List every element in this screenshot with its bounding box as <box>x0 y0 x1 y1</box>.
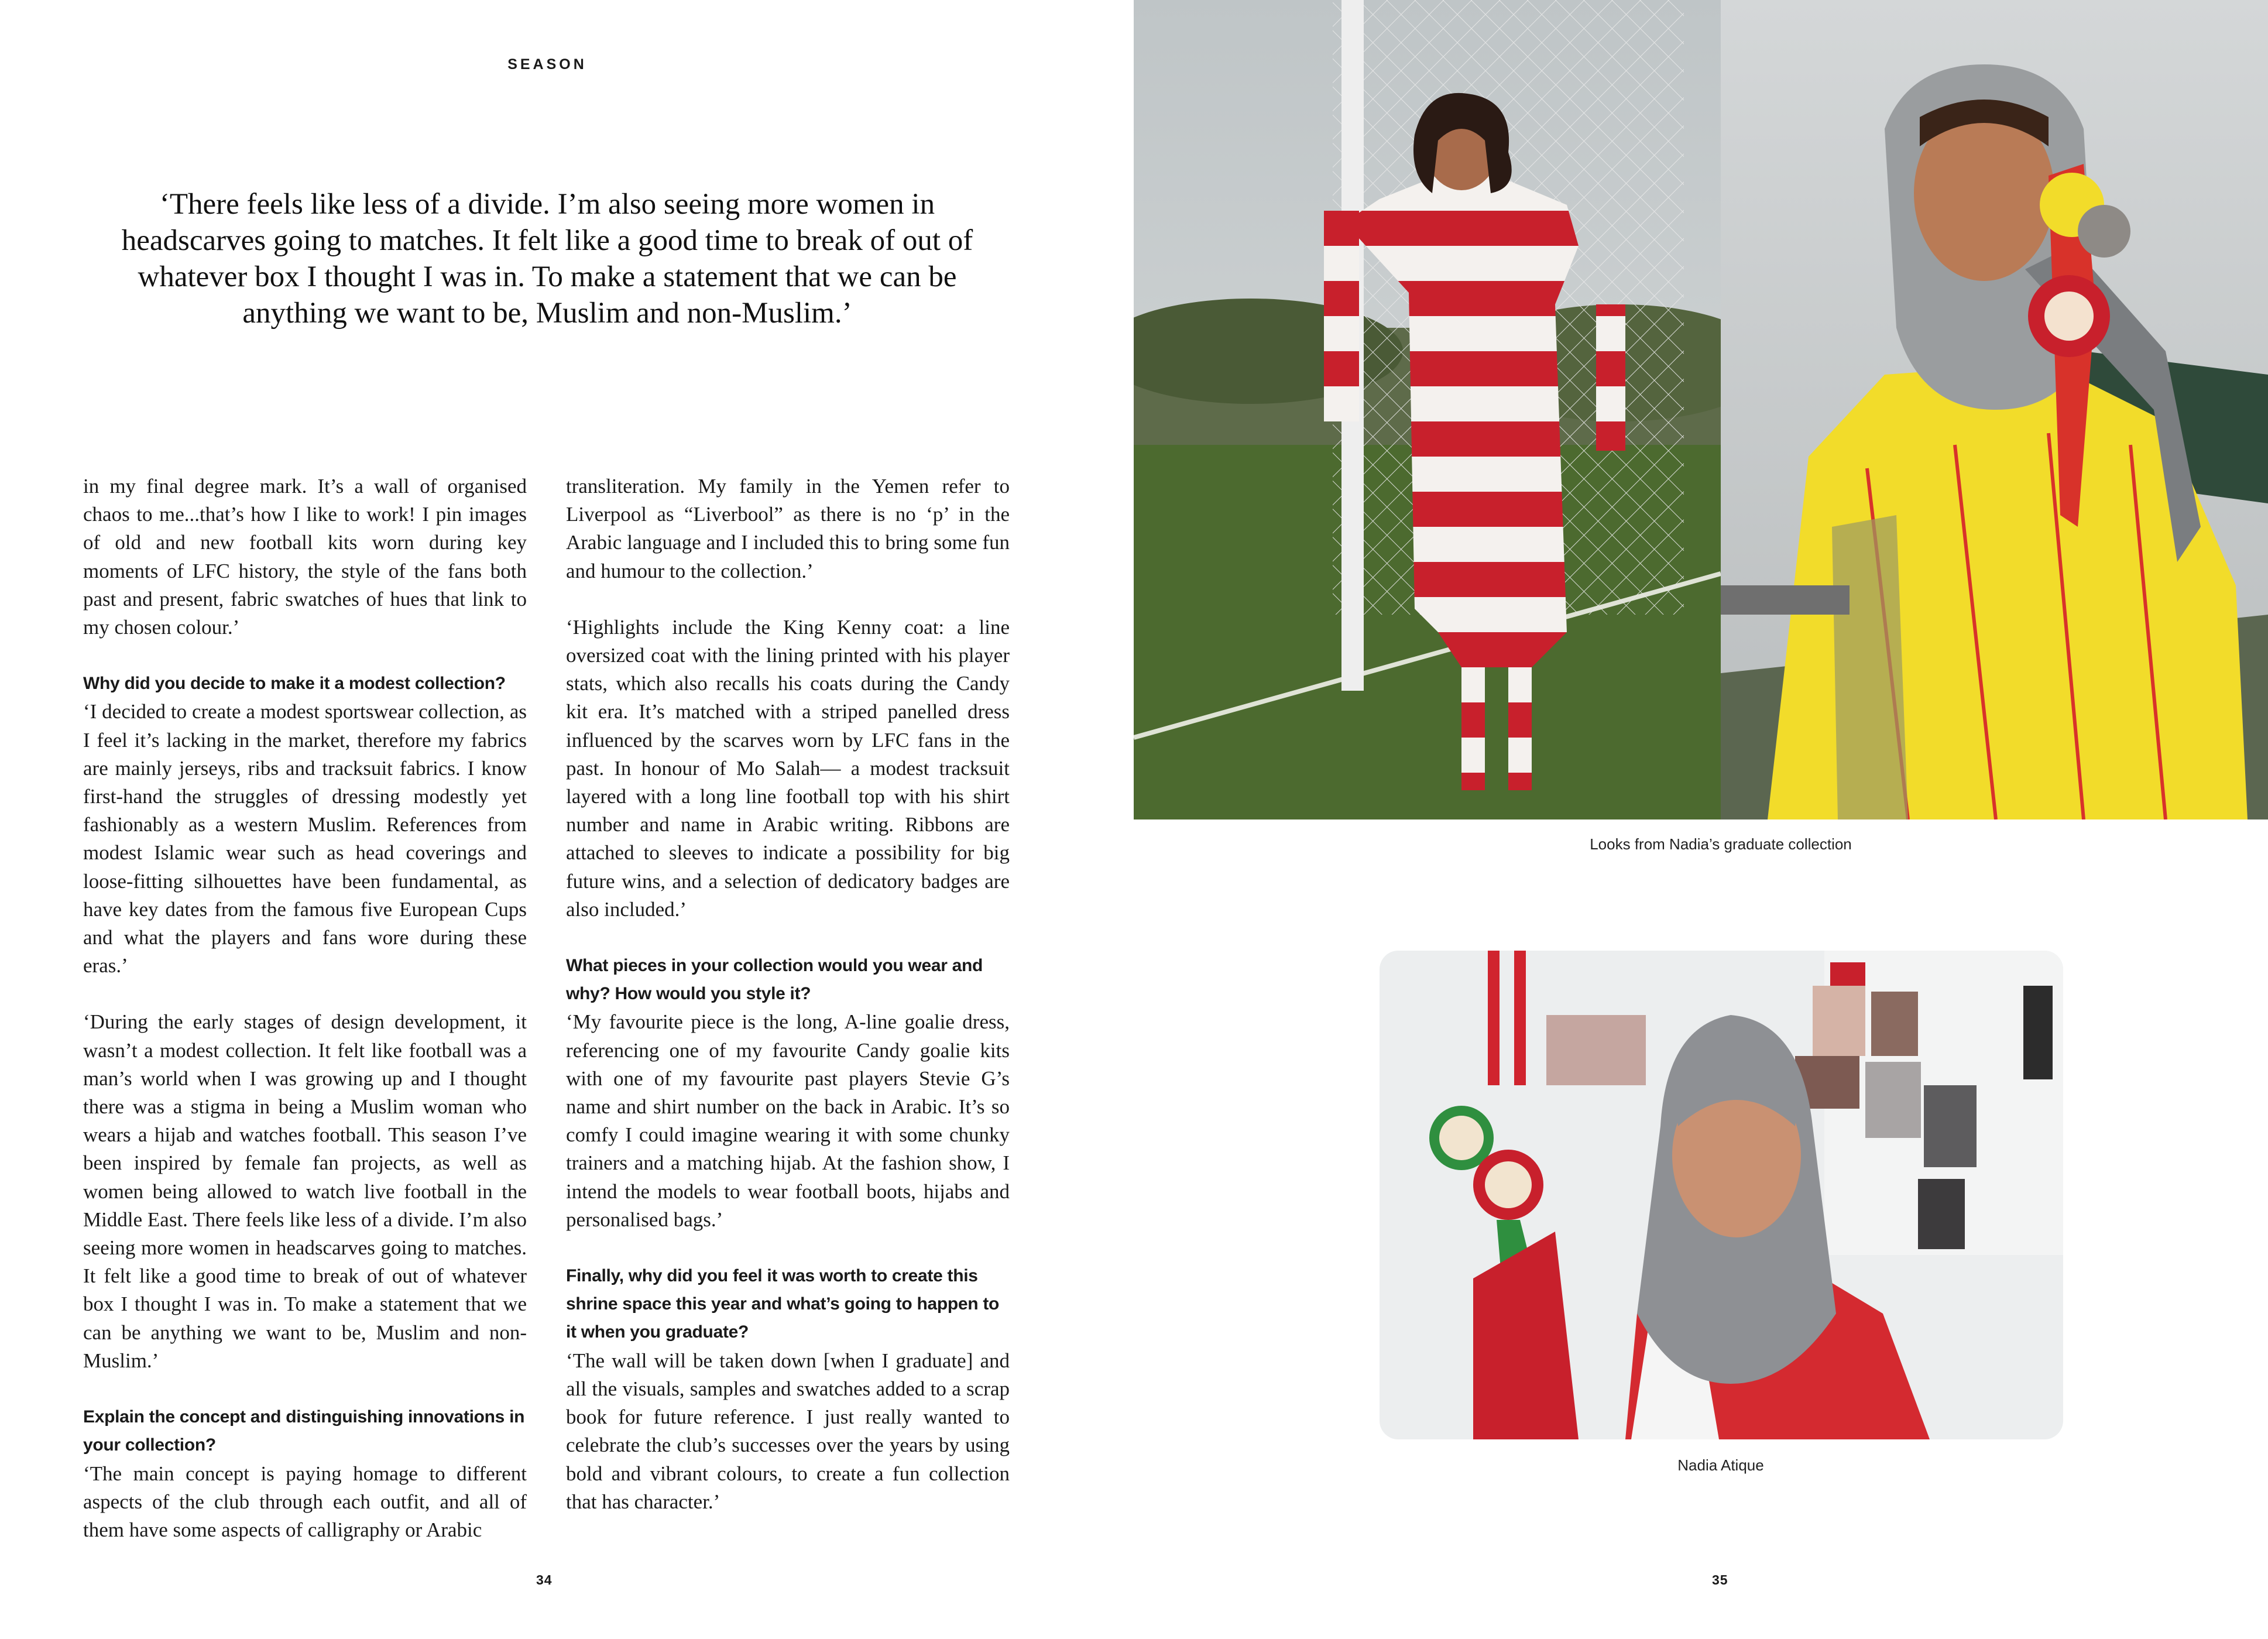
interview-question: Finally, why did you feel it was worth to create this shrine space this year and what’s going to happen to it when you graduate? <box>566 1266 1000 1342</box>
paragraph: ‘The main concept is paying homage to different aspects of the club through each outfit, and all of them have some aspects of calligraphy or Arabic <box>83 1462 527 1541</box>
paragraph: ‘During the early stages of design development, it wasn’t a modest collection. It felt like football was a man’s world when I was growing up and I thought there was a stigma in being a Muslim woman who wears a hijab and watches football. This season I’ve been inspired by female fan projects, as well as women being allowed to watch live football in the Middle East. There feels like less of a divide. I’m also seeing more women in headscarves going to matches. It felt like a good time to break of out of whatever box I thought I was in. To make a statement that we can be anything we want to be, Muslim and non-Muslim.’ <box>83 1010 527 1372</box>
photo-portrait <box>1380 951 2063 1439</box>
paragraph: transliteration. My family in the Yemen refer to Liverpool as “Liverbool” as there is no ‘p’ in the Arabic language and I included this to bring some fun and humour to the collection.’ <box>566 475 1010 582</box>
section-label: SEASON <box>507 56 587 73</box>
paragraph: ‘The wall will be taken down [when I graduate] and all the visuals, samples and swatches added to a scrap book for future reference. I just really wanted to celebrate the club’s successes over the years by using bold and vibrant colours, to create a fun collection that has character.’ <box>566 1349 1010 1513</box>
photo-striped-dress <box>1134 0 1721 820</box>
paragraph: in my final degree mark. It’s a wall of organised chaos to me...that’s how I like to work! I pin images of old and new football kits worn during key moments of LFC history, the style of the fans both past and present, fabric swatches of hues that link to my chosen colour.’ <box>83 475 527 639</box>
paragraph: ‘My favourite piece is the long, A-line goalie dress, referencing one of my favourite Candy goalie kits with one of my favourite past players Stevie G’s name and shirt number on the back in Arabic. It’s so comfy I could imagine wearing it with some chunky trainers and a matching hijab. At the fashion show, I intend the models to wear football boots, hijabs and personalised bags.’ <box>566 1010 1010 1231</box>
text-column-1 <box>83 472 527 1544</box>
caption-bottom: Nadia Atique <box>1677 1456 1764 1474</box>
text-column-2 <box>566 472 1010 1516</box>
interview-question: Explain the concept and distinguishing innovations in your collection? <box>83 1407 525 1455</box>
interview-question: What pieces in your collection would you wear and why? How would you style it? <box>566 956 983 1004</box>
photo-yellow-kit <box>1721 0 2268 820</box>
caption-top: Looks from Nadia’s graduate collection <box>1590 835 1852 853</box>
paragraph: ‘I decided to create a modest sportswear collection, as I feel it’s lacking in the market, therefore my fabrics are mainly jerseys, ribs and tracksuit fabrics. I know first-hand the struggles of dressing modestly yet fashionably as a western Muslim. References from modest Islamic wear such as head coverings and loose-fitting silhouettes have been fundamental, as have key dates from the famous five European Cups and what the players and fans wore during these eras.’ <box>83 700 527 978</box>
paragraph: ‘Highlights include the King Kenny coat: a line oversized coat with the lining printed with his player stats, which also recalls his coats during the Candy kit era. It’s matched with a striped panelled dress influenced by the scarves worn by LFC fans in the past. In honour of Mo Salah— a modest tracksuit layered with a long line football top with his shirt number and name in Arabic writing. Ribbons are attached to sleeves to indicate a possibility for big future wins, and a selection of dedicatory badges are also included.’ <box>566 615 1010 921</box>
page-number-left: 34 <box>536 1572 553 1587</box>
page-number-right: 35 <box>1712 1572 1728 1587</box>
pull-quote: ‘There feels like less of a divide. I’m also seeing more women in headscarves going to matches. It felt like a good time to break of out of whatever box I thought I was in. To make a statement that we can be anything we want to be, Muslim and non-Muslim.’ <box>121 188 973 330</box>
interview-question: Why did you decide to make it a modest collection? <box>83 674 506 694</box>
